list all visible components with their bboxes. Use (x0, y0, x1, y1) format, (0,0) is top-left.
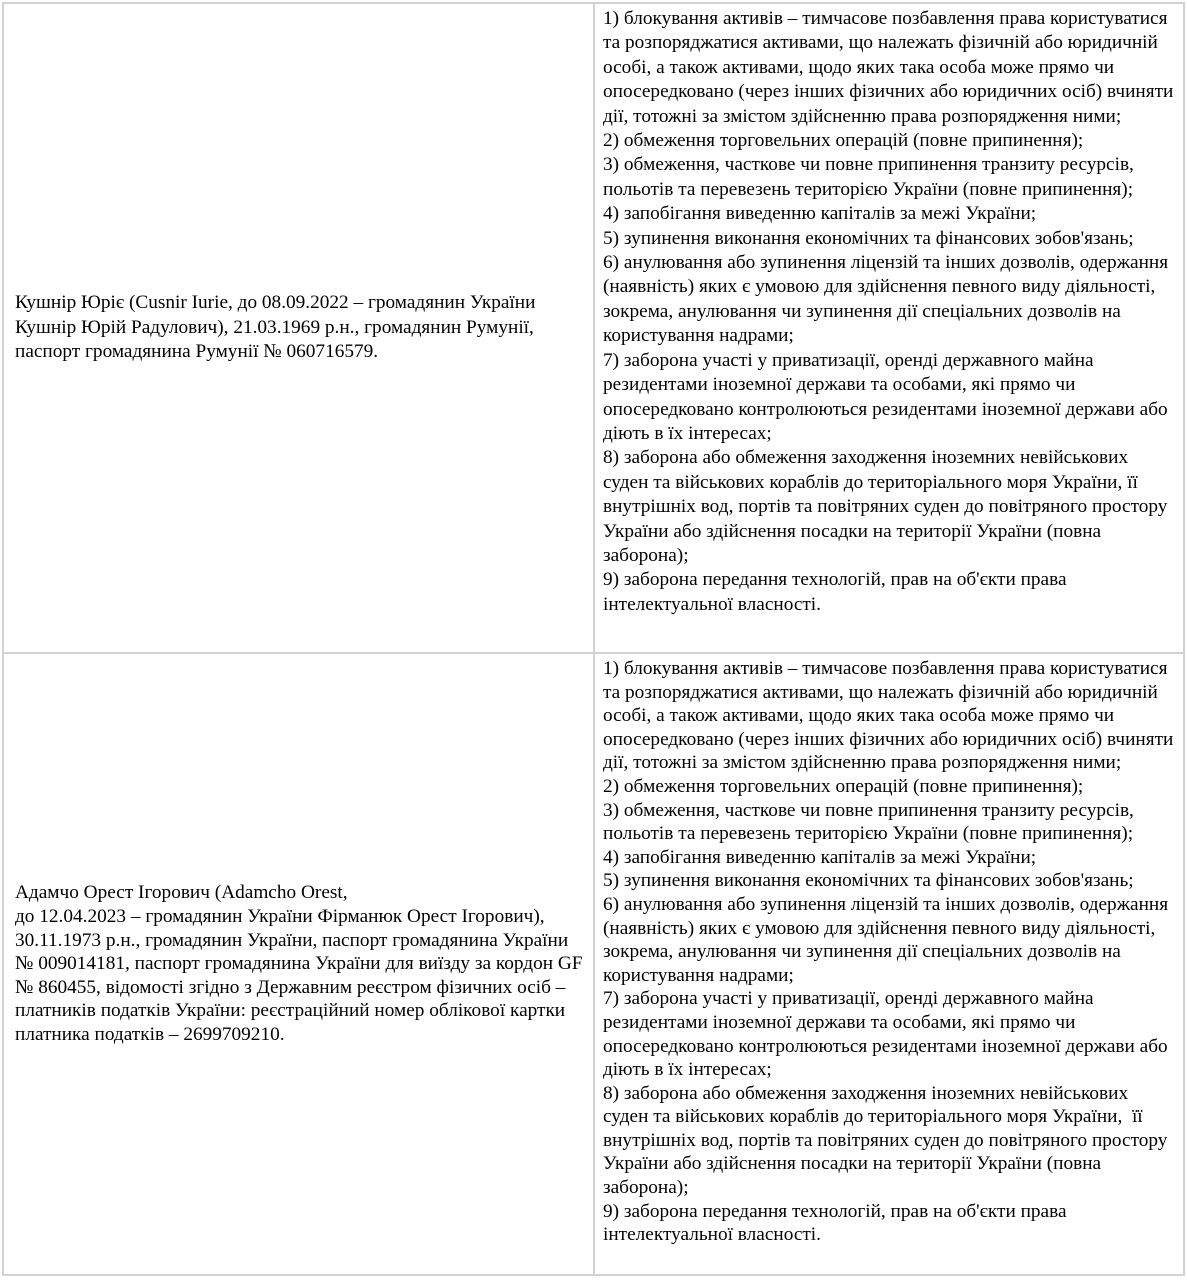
person-description-adamcho (15, 881, 588, 1046)
text-paragraph: 3) обмеження, часткове чи повне припинення транзиту ресурсів, польотів та перевезень територією України (повне припинення); (603, 799, 1139, 845)
sanctions-list-adamcho (603, 657, 1179, 1247)
text-paragraph: 9) заборона передання технологій, прав на об'єкти права інтелектуальної власності. (603, 569, 1072, 615)
text-paragraph: 7) заборона участі у приватизації, оренді державного майна резидентами іноземної держави та особами, які прямо чи опосередковано контролюються резидентами іноземної держави або діють в їх інтересах; (603, 349, 1173, 444)
person-cell-kushnir (3, 3, 594, 653)
text-paragraph: 4) запобігання виведенню капіталів за межі України; (603, 203, 1037, 225)
text-paragraph: 6) анулювання або зупинення ліцензій та інших дозволів, одержання (наявність) яких є умовою для здійснення певного виду діяльності, зокрема, анулювання чи зупинення дії спеціальних дозволів на користування надрами; (603, 252, 1173, 347)
sanctions-cell-adamcho (594, 653, 1184, 1275)
text-paragraph: Адамчо Орест Ігорович (Adamcho Orest, (15, 882, 348, 904)
sanctions-table-body (3, 3, 1184, 1275)
text-paragraph: 1) блокування активів – тимчасове позбавлення права користуватися та розпоряджатися активами, що належать фізичній або юридичній особі, а також активами, щодо яких така особа може прямо чи опосередковано (через інших фізичних або юридичних осіб) вчиняти дії, тотожні за змістом здійсненню права розпорядження ними; (603, 658, 1179, 774)
sanctions-table (2, 2, 1185, 1276)
text-paragraph: 5) зупинення виконання економічних та фінансових зобов'язань; (603, 227, 1134, 249)
text-paragraph: 7) заборона участі у приватизації, оренді державного майна резидентами іноземної держави та особами, які прямо чи опосередковано контролюються резидентами іноземної держави або діють в їх інтересах; (603, 988, 1173, 1081)
sanctions-list-kushnir (603, 7, 1179, 617)
sanctions-cell-kushnir (594, 3, 1184, 653)
text-paragraph: 9) заборона передання технологій, прав на об'єкти права інтелектуальної власності. (603, 1200, 1072, 1246)
text-paragraph: Кушнір Юріє (Cusnir Iurie, до 08.09.2022 – громадянин України Кушнір Юрій Радулович), 21.03.1969 р.н., громадянин Румунії, паспорт громадянина Румунії № 060716579. (15, 292, 541, 363)
table-row-adamcho (3, 653, 1184, 1275)
text-paragraph: 2) обмеження торговельних операцій (повне припинення); (603, 775, 1084, 797)
text-paragraph: 5) зупинення виконання економічних та фінансових зобов'язань; (603, 870, 1134, 892)
text-paragraph: 3) обмеження, часткове чи повне припинення транзиту ресурсів, польотів та перевезень територією України (повне припинення); (603, 154, 1139, 200)
text-paragraph: до 12.04.2023 – громадянин України Фірманюк Орест Ігорович), 30.11.1973 р.н., громадянин України, паспорт громадянина України № 009014181, паспорт громадянина України для виїзду за кордон GF № 860455, відомості згідно з Державним реєстром фізичних осіб – платників податків України: реєстраційний номер облікової картки платника податків – 2699709210. (15, 906, 588, 1045)
text-paragraph: 1) блокування активів – тимчасове позбавлення права користуватися та розпоряджатися активами, що належать фізичній або юридичній особі, а також активами, щодо яких така особа може прямо чи опосередковано (через інших фізичних або юридичних осіб) вчиняти дії, тотожні за змістом здійсненню права розпорядження ними; (603, 8, 1179, 127)
person-description-kushnir (15, 291, 583, 364)
person-cell-adamcho (3, 653, 594, 1275)
text-paragraph: 8) заборона або обмеження заходження іноземних невійськових суден та військових кораблів до територіального моря України, її внутрішніх вод, портів та повітряних суден до повітряного простору України або здійснення посадки на території України (повна заборона); (603, 1082, 1173, 1199)
text-paragraph: 6) анулювання або зупинення ліцензій та інших дозволів, одержання (наявність) яких є умовою для здійснення певного виду діяльності, зокрема, анулювання чи зупинення дії спеціальних дозволів на користування надрами; (603, 893, 1173, 986)
table-row-kushnir (3, 3, 1184, 653)
text-paragraph: 2) обмеження торговельних операцій (повне припинення); (603, 130, 1084, 152)
text-paragraph: 4) запобігання виведенню капіталів за межі України; (603, 846, 1037, 868)
text-paragraph: 8) заборона або обмеження заходження іноземних невійськових суден та військових кораблів до територіального моря України, її внутрішніх вод, портів та повітряних суден до повітряного простору України або здійснення посадки на території України (повна заборона); (603, 447, 1173, 566)
